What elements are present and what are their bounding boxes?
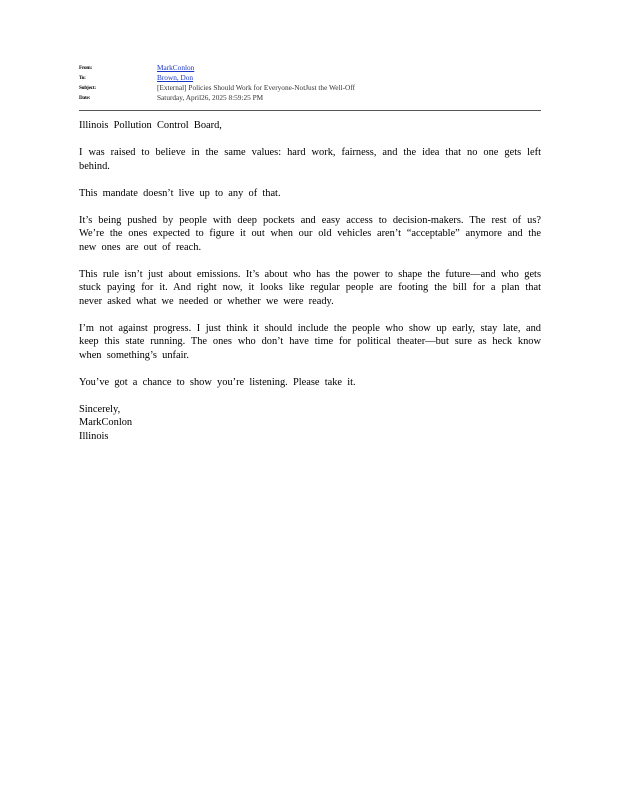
email-body: [79, 119, 541, 443]
date-value: Saturday, April26, 2025 8:59:25 PM: [157, 93, 264, 102]
from-row: [79, 63, 541, 73]
body-paragraph-1: I was raised to believe in the same values: hard work, fairness, and the idea that no one gets left behind.: [79, 147, 541, 172]
to-row: [79, 73, 541, 83]
to-recipient-link[interactable]: Brown, Don: [157, 73, 194, 82]
subject-value: [External] Policies Should Work for Everyone-NotJust the Well-Off: [157, 83, 356, 92]
body-paragraph-2: This mandate doesn’t live up to any of that.: [79, 187, 281, 199]
closing: Sincerely,: [79, 403, 121, 415]
date-row: [79, 93, 541, 103]
salutation: Illinois Pollution Control Board,: [79, 120, 222, 131]
header-divider: [79, 110, 541, 111]
email-header: [79, 63, 541, 103]
body-paragraph-5: I’m not against progress. I just think it should include the people who show up early, stay late, and keep this state running. The ones who don’t have time for political theater—but sure as heck know when something’s unfair.: [79, 322, 541, 361]
body-paragraph-4: This rule isn’t just about emissions. It’s about who has the power to shape the future—and who gets stuck paying for it. And right now, it looks like regular people are footing the bill for a plan that never asked what we needed or whether we were ready.: [79, 268, 541, 307]
from-label: From:: [79, 65, 93, 71]
to-label: To:: [79, 75, 86, 81]
subject-row: [79, 83, 541, 93]
body-paragraph-3: It’s being pushed by people with deep pockets and easy access to decision-makers. The rest of us? We’re the ones expected to figure it out when our old vehicles aren’t “acceptable” anymore and the new ones are out of reach.: [79, 214, 541, 253]
signature-location: Illinois: [79, 430, 109, 442]
signature-name: MarkConlon: [79, 417, 133, 428]
from-sender-link[interactable]: MarkConlon: [157, 63, 195, 72]
date-label: Date:: [79, 95, 91, 101]
subject-label: Subject:: [79, 85, 96, 91]
body-paragraph-6: You’ve got a chance to show you’re listening. Please take it.: [79, 376, 356, 388]
